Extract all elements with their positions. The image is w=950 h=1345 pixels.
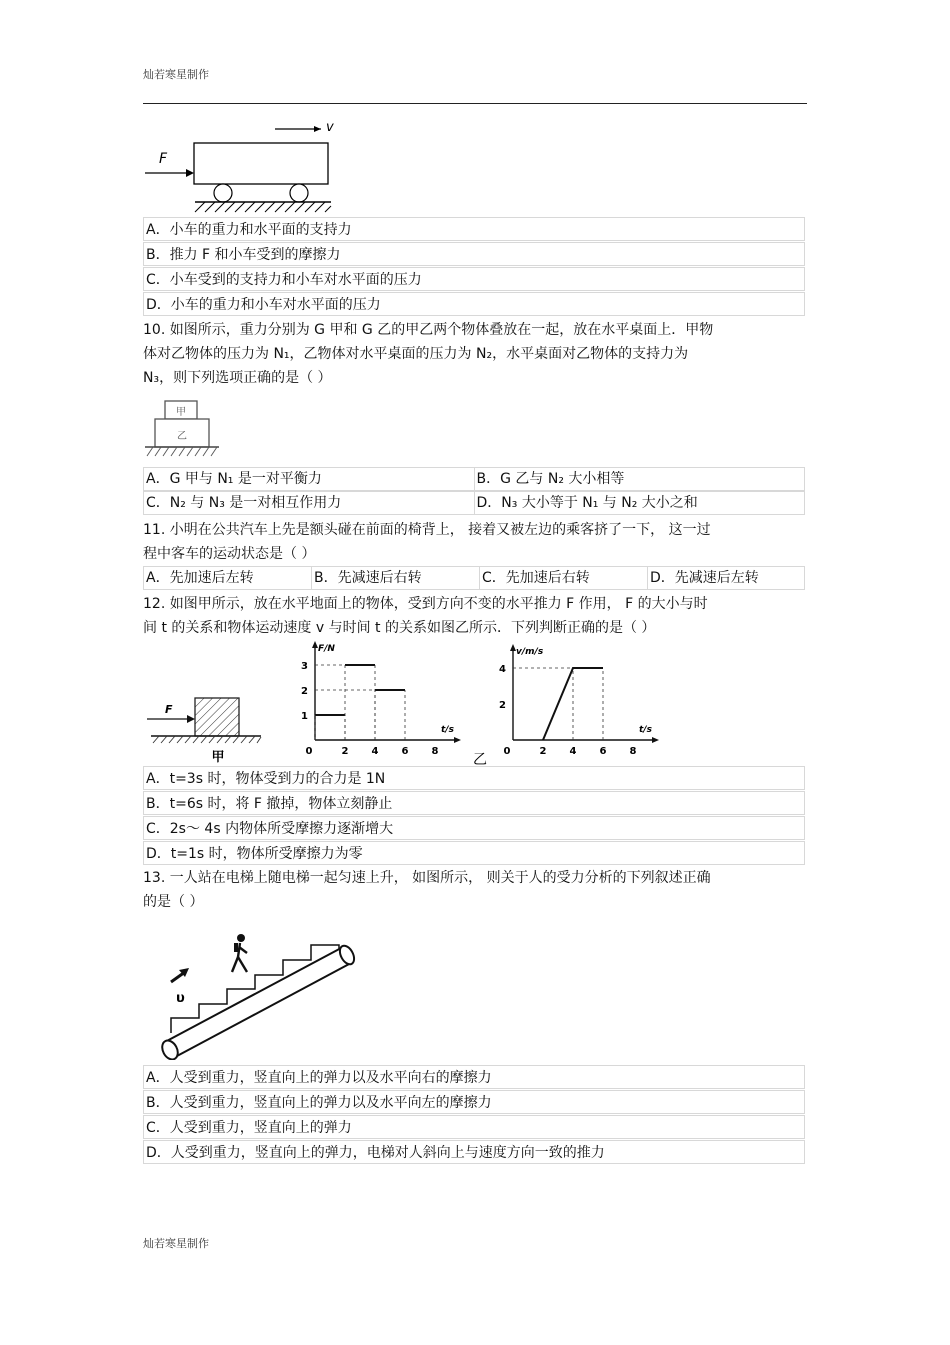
q9-option-d: D．小车的重力和小车对水平面的压力 xyxy=(143,292,805,316)
jia-caption: 甲 xyxy=(211,750,225,765)
q12-option-a: A．t=3s 时，物体受到力的合力是 1N xyxy=(143,766,805,790)
q13-option-a: A．人受到重力，竖直向上的弹力以及水平向右的摩擦力 xyxy=(143,1065,805,1089)
force-time-chart xyxy=(301,641,461,757)
q11-option-a: A．先加速后左转 xyxy=(146,570,254,586)
velocity-label: v xyxy=(326,120,334,135)
q13-line-2: 的是（ ） xyxy=(143,894,204,910)
q11-line-1: 11. 小明在公共汽车上先是额头碰在前面的椅背上， 接着又被左边的乘客挤了一下， 这一过 xyxy=(143,522,711,538)
page-header: 灿若寒星制作 xyxy=(143,68,209,81)
q10-option-b: B．G 乙与 N₂ 大小相等 xyxy=(474,468,805,490)
q13-line-1: 13. 一人站在电梯上随电梯一起匀速上升， 如图所示， 则关于人的受力分析的下列叙述正确 xyxy=(143,870,711,886)
v-chart-x-tick-2: 4 xyxy=(569,746,577,757)
f-chart-x-tick-0: 0 xyxy=(305,746,313,757)
f-chart-y-label: F/N xyxy=(318,644,335,654)
v-chart-x-tick-1: 2 xyxy=(539,746,547,757)
q13-option-b: B．人受到重力，竖直向上的弹力以及水平向左的摩擦力 xyxy=(143,1090,805,1114)
stacked-blocks-figure xyxy=(143,396,223,462)
velocity-time-chart xyxy=(499,644,659,757)
block-jia-label: 甲 xyxy=(176,407,186,418)
q12-option-b: B．t=6s 时，将 F 撤掉，物体立刻静止 xyxy=(143,791,805,815)
f-chart-x-tick-3: 6 xyxy=(401,746,409,757)
v-chart-x-tick-0: 0 xyxy=(503,746,511,757)
q13-option-c: C．人受到重力，竖直向上的弹力 xyxy=(143,1115,805,1139)
q12-line-1: 12. 如图甲所示，放在水平地面上的物体，受到方向不变的水平推力 F 作用， F 的大小与时 xyxy=(143,596,708,612)
q9-option-a: A．小车的重力和水平面的支持力 xyxy=(143,217,805,241)
v-chart-y-label: v/m/s xyxy=(516,647,544,657)
v-chart-x-tick-4: 8 xyxy=(629,746,637,757)
q10-options-row-2 xyxy=(143,491,805,515)
q13-option-d: D．人受到重力，竖直向上的弹力，电梯对人斜向上与速度方向一致的推力 xyxy=(143,1140,805,1164)
f-chart-y-tick-1: 2 xyxy=(301,686,308,697)
q11-line-2: 程中客车的运动状态是（ ） xyxy=(143,546,316,562)
q10-option-c: C．N₂ 与 N₃ 是一对相互作用力 xyxy=(146,495,342,511)
q11-options-row xyxy=(143,566,805,590)
q11-option-c: C．先加速后右转 xyxy=(479,567,647,589)
q9-option-c: C．小车受到的支持力和小车对水平面的压力 xyxy=(143,267,805,291)
block-pushed-figure xyxy=(147,698,261,765)
push-force-label: F xyxy=(165,703,173,716)
v-chart-x-label: t/s xyxy=(639,725,652,735)
v-chart-x-arrow xyxy=(652,737,659,743)
q10-option-a: A．G 甲与 N₁ 是一对平衡力 xyxy=(146,471,322,487)
v-chart-y-tick-0: 2 xyxy=(499,700,506,711)
q11-option-d: D．先减速后左转 xyxy=(647,567,804,589)
q9-option-b: B．推力 F 和小车受到的摩擦力 xyxy=(143,242,805,266)
block-yi-label: 乙 xyxy=(177,431,187,442)
q12-line-2: 间 t 的关系和物体运动速度 v 与时间 t 的关系如图乙所示．下列判断正确的是（ ） xyxy=(143,620,656,636)
v-chart-x-tick-3: 6 xyxy=(599,746,607,757)
q10-line-2: 体对乙物体的压力为 N₁，乙物体对水平桌面的压力为 N₂，水平桌面对乙物体的支持力为 xyxy=(143,346,689,362)
f-chart-x-arrow xyxy=(454,737,461,743)
escalator-velocity-label: υ xyxy=(176,991,185,1006)
backpack-icon xyxy=(234,943,238,952)
f-chart-x-label: t/s xyxy=(441,725,454,735)
f-chart-x-tick-4: 8 xyxy=(431,746,439,757)
page-footer: 灿若寒星制作 xyxy=(143,1237,209,1250)
q10-options-row-1 xyxy=(143,467,805,491)
force-label: F xyxy=(159,151,168,167)
q12-option-d: D．t=1s 时，物体所受摩擦力为零 xyxy=(143,841,805,865)
q12-option-c: C．2s～ 4s 内物体所受摩擦力逐渐增大 xyxy=(143,816,805,840)
escalator-figure xyxy=(143,920,358,1060)
cart-figure xyxy=(143,112,343,217)
f-chart-x-tick-1: 2 xyxy=(341,746,349,757)
q10-line-3: N₃，则下列选项正确的是（ ） xyxy=(143,370,332,386)
q10-option-d: D．N₃ 大小等于 N₁ 与 N₂ 大小之和 xyxy=(474,492,805,514)
q11-option-b: B．先减速后右转 xyxy=(311,567,479,589)
header-rule xyxy=(143,103,807,104)
yi-caption: 乙 xyxy=(473,752,487,768)
f-chart-y-tick-2: 3 xyxy=(301,661,308,672)
person-icon xyxy=(232,934,247,972)
q12-figure xyxy=(143,640,703,768)
f-chart-x-tick-2: 4 xyxy=(371,746,379,757)
v-chart-y-tick-1: 4 xyxy=(499,664,506,675)
q10-line-1: 10. 如图所示，重力分别为 G 甲和 G 乙的甲乙两个物体叠放在一起，放在水平桌面上．甲物 xyxy=(143,322,714,338)
f-chart-y-tick-0: 1 xyxy=(301,711,308,722)
